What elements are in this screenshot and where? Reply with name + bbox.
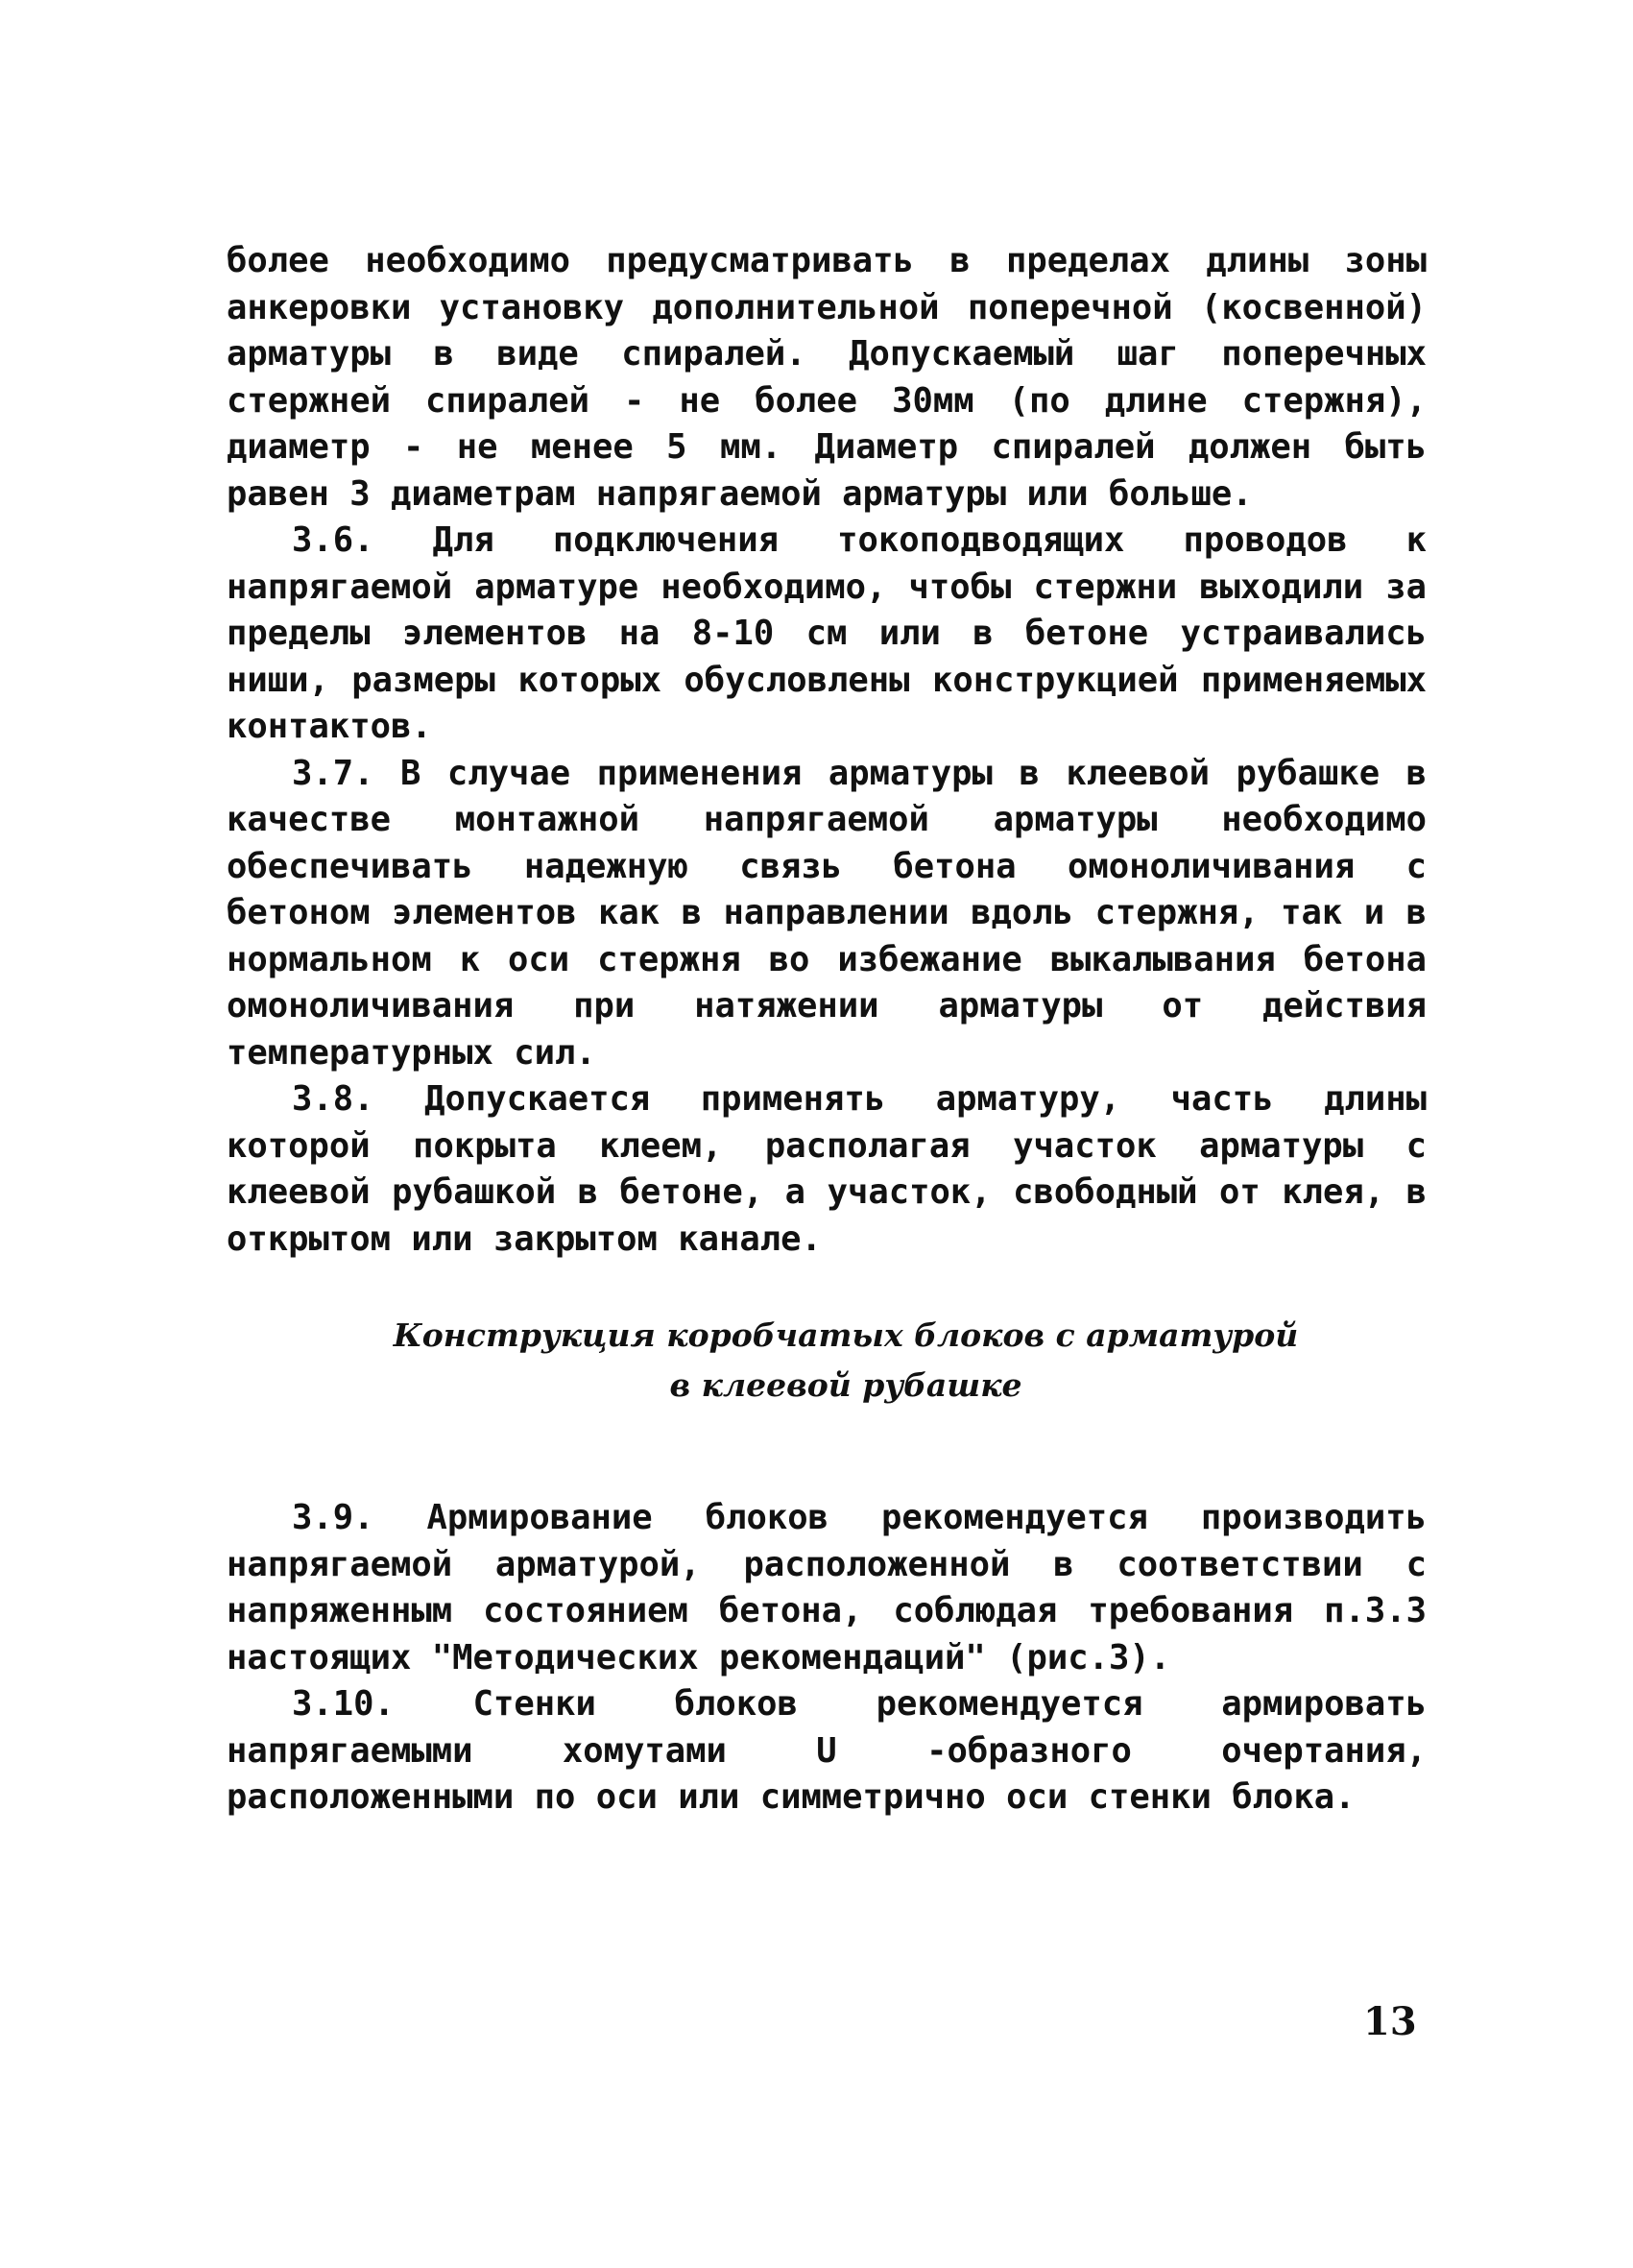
paragraph-3-6: 3.6. Для подключения токоподводящих проводов к напрягаемой арматуре необходимо, чтобы стержни выходили за пределы элементов на 8-10 см или в бетоне устраивались ниши, размеры которых обусловлены конструкцией применяемых контактов. xyxy=(227,520,1427,746)
paragraph-3-9: 3.9. Армирование блоков рекомендуется производить напрягаемой арматурой, расположенной в соответствии с напряженным состоянием бетона, соблюдая требования п.3.3 настоящих "Методических рекомендаций" (рис.3). xyxy=(227,1498,1427,1677)
paragraph-3-7: 3.7. В случае применения арматуры в клеевой рубашке в качестве монтажной напрягаемой арматуры необходимо обеспечивать надежную связь бетона омоноличивания с бетоном элементов как в направлении вдоль стержня, так и в нормальном к оси стержня во избежание выкалывания бетона омоноличивания при натяжении арматуры от действия температурных сил. xyxy=(227,753,1427,1073)
paragraph-3-10: 3.10. Стенки блоков рекомендуется армировать напрягаемыми хомутами U -образного очертания, расположенными по оси или симметрично оси стенки блока. xyxy=(227,1684,1427,1817)
page-number: 13 xyxy=(1363,1999,1417,2044)
section-heading-line-1: Конструкция коробчатых блоков с арматурой xyxy=(393,1316,1299,1354)
section-heading xyxy=(227,1311,1427,1411)
paragraph-continuation: более необходимо предусматривать в пределах длины зоны анкеровки установку дополнительной поперечной (косвенной) арматуры в виде спиралей. Допускаемый шаг поперечных стержней спиралей - не более 30мм (по длине стержня), диаметр - не менее 5 мм. Диаметр спиралей должен быть равен 3 диаметрам напрягаемой арматуры или больше. xyxy=(227,241,1427,514)
paragraph-3-8: 3.8. Допускается применять арматуру, часть длины которой покрыта клеем, располагая участок арматуры с клеевой рубашкой в бетоне, а участок, свободный от клея, в открытом или закрытом канале. xyxy=(227,1079,1427,1259)
section-heading-line-2: в клеевой рубашке xyxy=(669,1366,1022,1404)
page-content xyxy=(227,238,1427,1822)
